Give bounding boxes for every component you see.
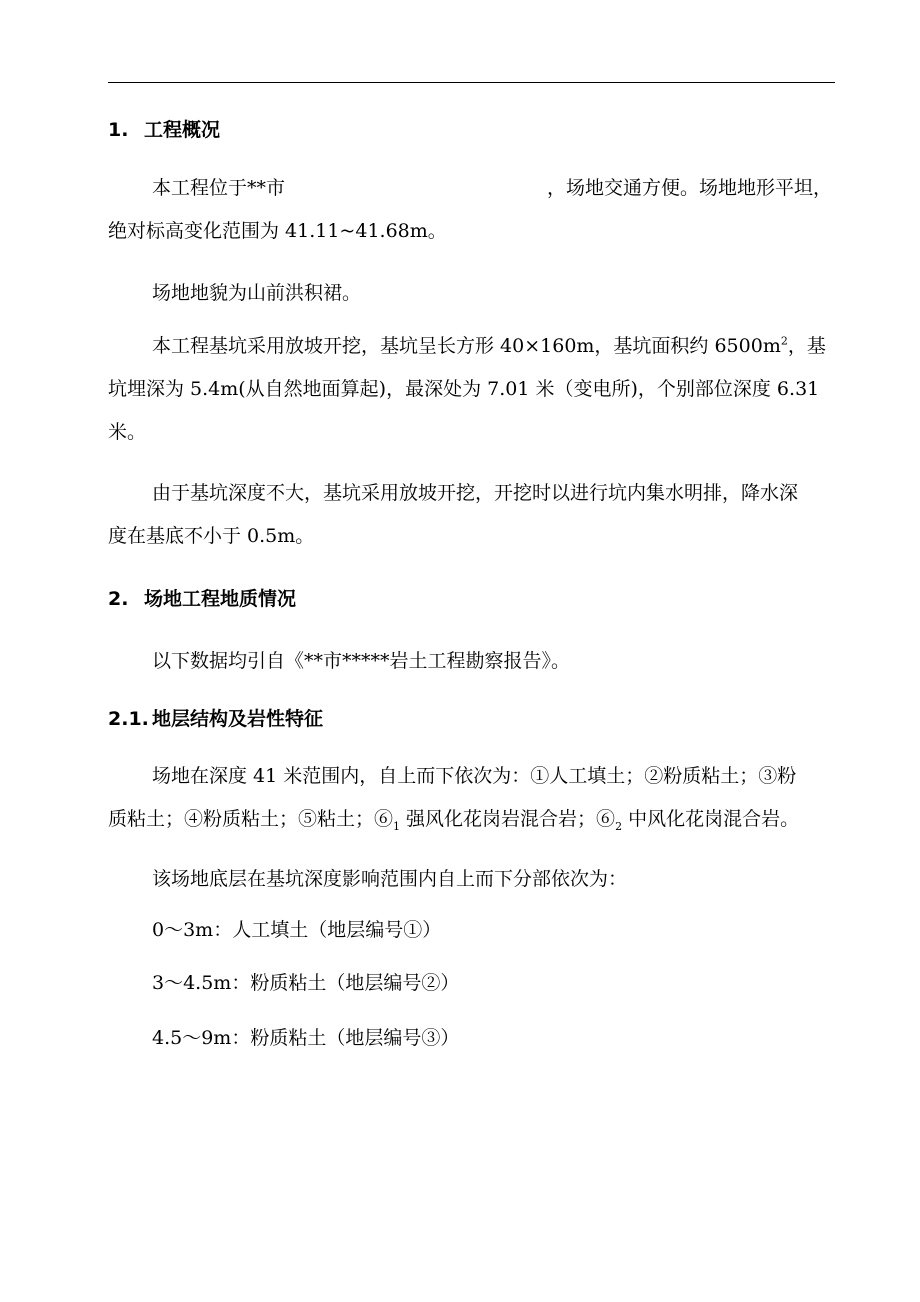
section-2-1-heading xyxy=(108,707,323,731)
strata-list-text-2: 质粘土；④粉质粘土；⑤粘土；⑥ xyxy=(108,808,394,830)
pit-size-text: 本工程基坑采用放坡开挖，基坑呈长方形 40×160m，基坑面积约 6500m xyxy=(152,335,781,357)
stratum-6-1-subscript: 1 xyxy=(393,819,401,833)
section-1-number: 1. xyxy=(108,119,129,141)
section-1-paragraph-4 xyxy=(108,472,835,558)
elevation-text: 绝对标高变化范围为 41.11~41.68m。 xyxy=(108,220,447,242)
section-2-title: 场地工程地质情况 xyxy=(144,588,297,610)
section-1-paragraph-3 xyxy=(108,325,835,454)
pit-depth-text: 坑埋深为 5.4m(从自然地面算起)，最深处为 7.01 米（变电所)，个别部位深度 6.31 xyxy=(108,378,820,400)
landform-text: 场地地貌为山前洪积裙。 xyxy=(152,282,362,304)
section-2-1-paragraph-2 xyxy=(108,858,835,901)
section-1-title: 工程概况 xyxy=(144,119,221,141)
section-2-number: 2. xyxy=(108,588,129,610)
layer-item-2: 3～4.5m：粉质粘土（地层编号②） xyxy=(152,972,460,994)
data-source-text: 以下数据均引自《**市*****岩土工程勘察报告》。 xyxy=(152,650,571,672)
pit-text-tail: ，基 xyxy=(787,335,826,357)
section-1-paragraph-2 xyxy=(108,272,835,315)
section-2-paragraph-1 xyxy=(108,640,835,683)
dewatering-text-end: 度在基底不小于 0.5m。 xyxy=(108,525,315,547)
strata-list-text: 场地在深度 41 米范围内，自上而下依次为：①人工填土；②粉质粘土；③粉 xyxy=(152,765,797,787)
strata-list-text-4: 中风化花岗混合岩。 xyxy=(622,808,800,830)
section-1-paragraph-1 xyxy=(108,167,835,253)
section-2-1-paragraph-1 xyxy=(108,755,835,841)
header-rule xyxy=(108,82,835,83)
section-2-heading xyxy=(108,587,296,611)
area-unit-superscript: 2 xyxy=(780,334,788,348)
section-2-1-title: 地层结构及岩性特征 xyxy=(152,708,324,730)
traffic-text: ，场地交通方便。场地地形平坦， xyxy=(547,177,833,199)
influence-range-text: 该场地底层在基坑深度影响范围内自上而下分部依次为： xyxy=(152,868,628,890)
location-text: 本工程位于**市 xyxy=(152,177,286,199)
pit-depth-text-end: 米。 xyxy=(108,421,147,443)
section-2-1-number: 2.1. xyxy=(108,708,149,730)
stratum-6-2-subscript: 2 xyxy=(615,819,623,833)
layer-item-1: 0～3m：人工填土（地层编号①） xyxy=(152,919,442,941)
layer-item-3: 4.5～9m：粉质粘土（地层编号③） xyxy=(152,1027,460,1049)
strata-list-text-3: 强风化花岗岩混合岩；⑥ xyxy=(400,808,616,830)
dewatering-text: 由于基坑深度不大，基坑采用放坡开挖，开挖时以进行坑内集水明排，降水深 xyxy=(152,482,799,504)
section-1-heading xyxy=(108,118,220,142)
